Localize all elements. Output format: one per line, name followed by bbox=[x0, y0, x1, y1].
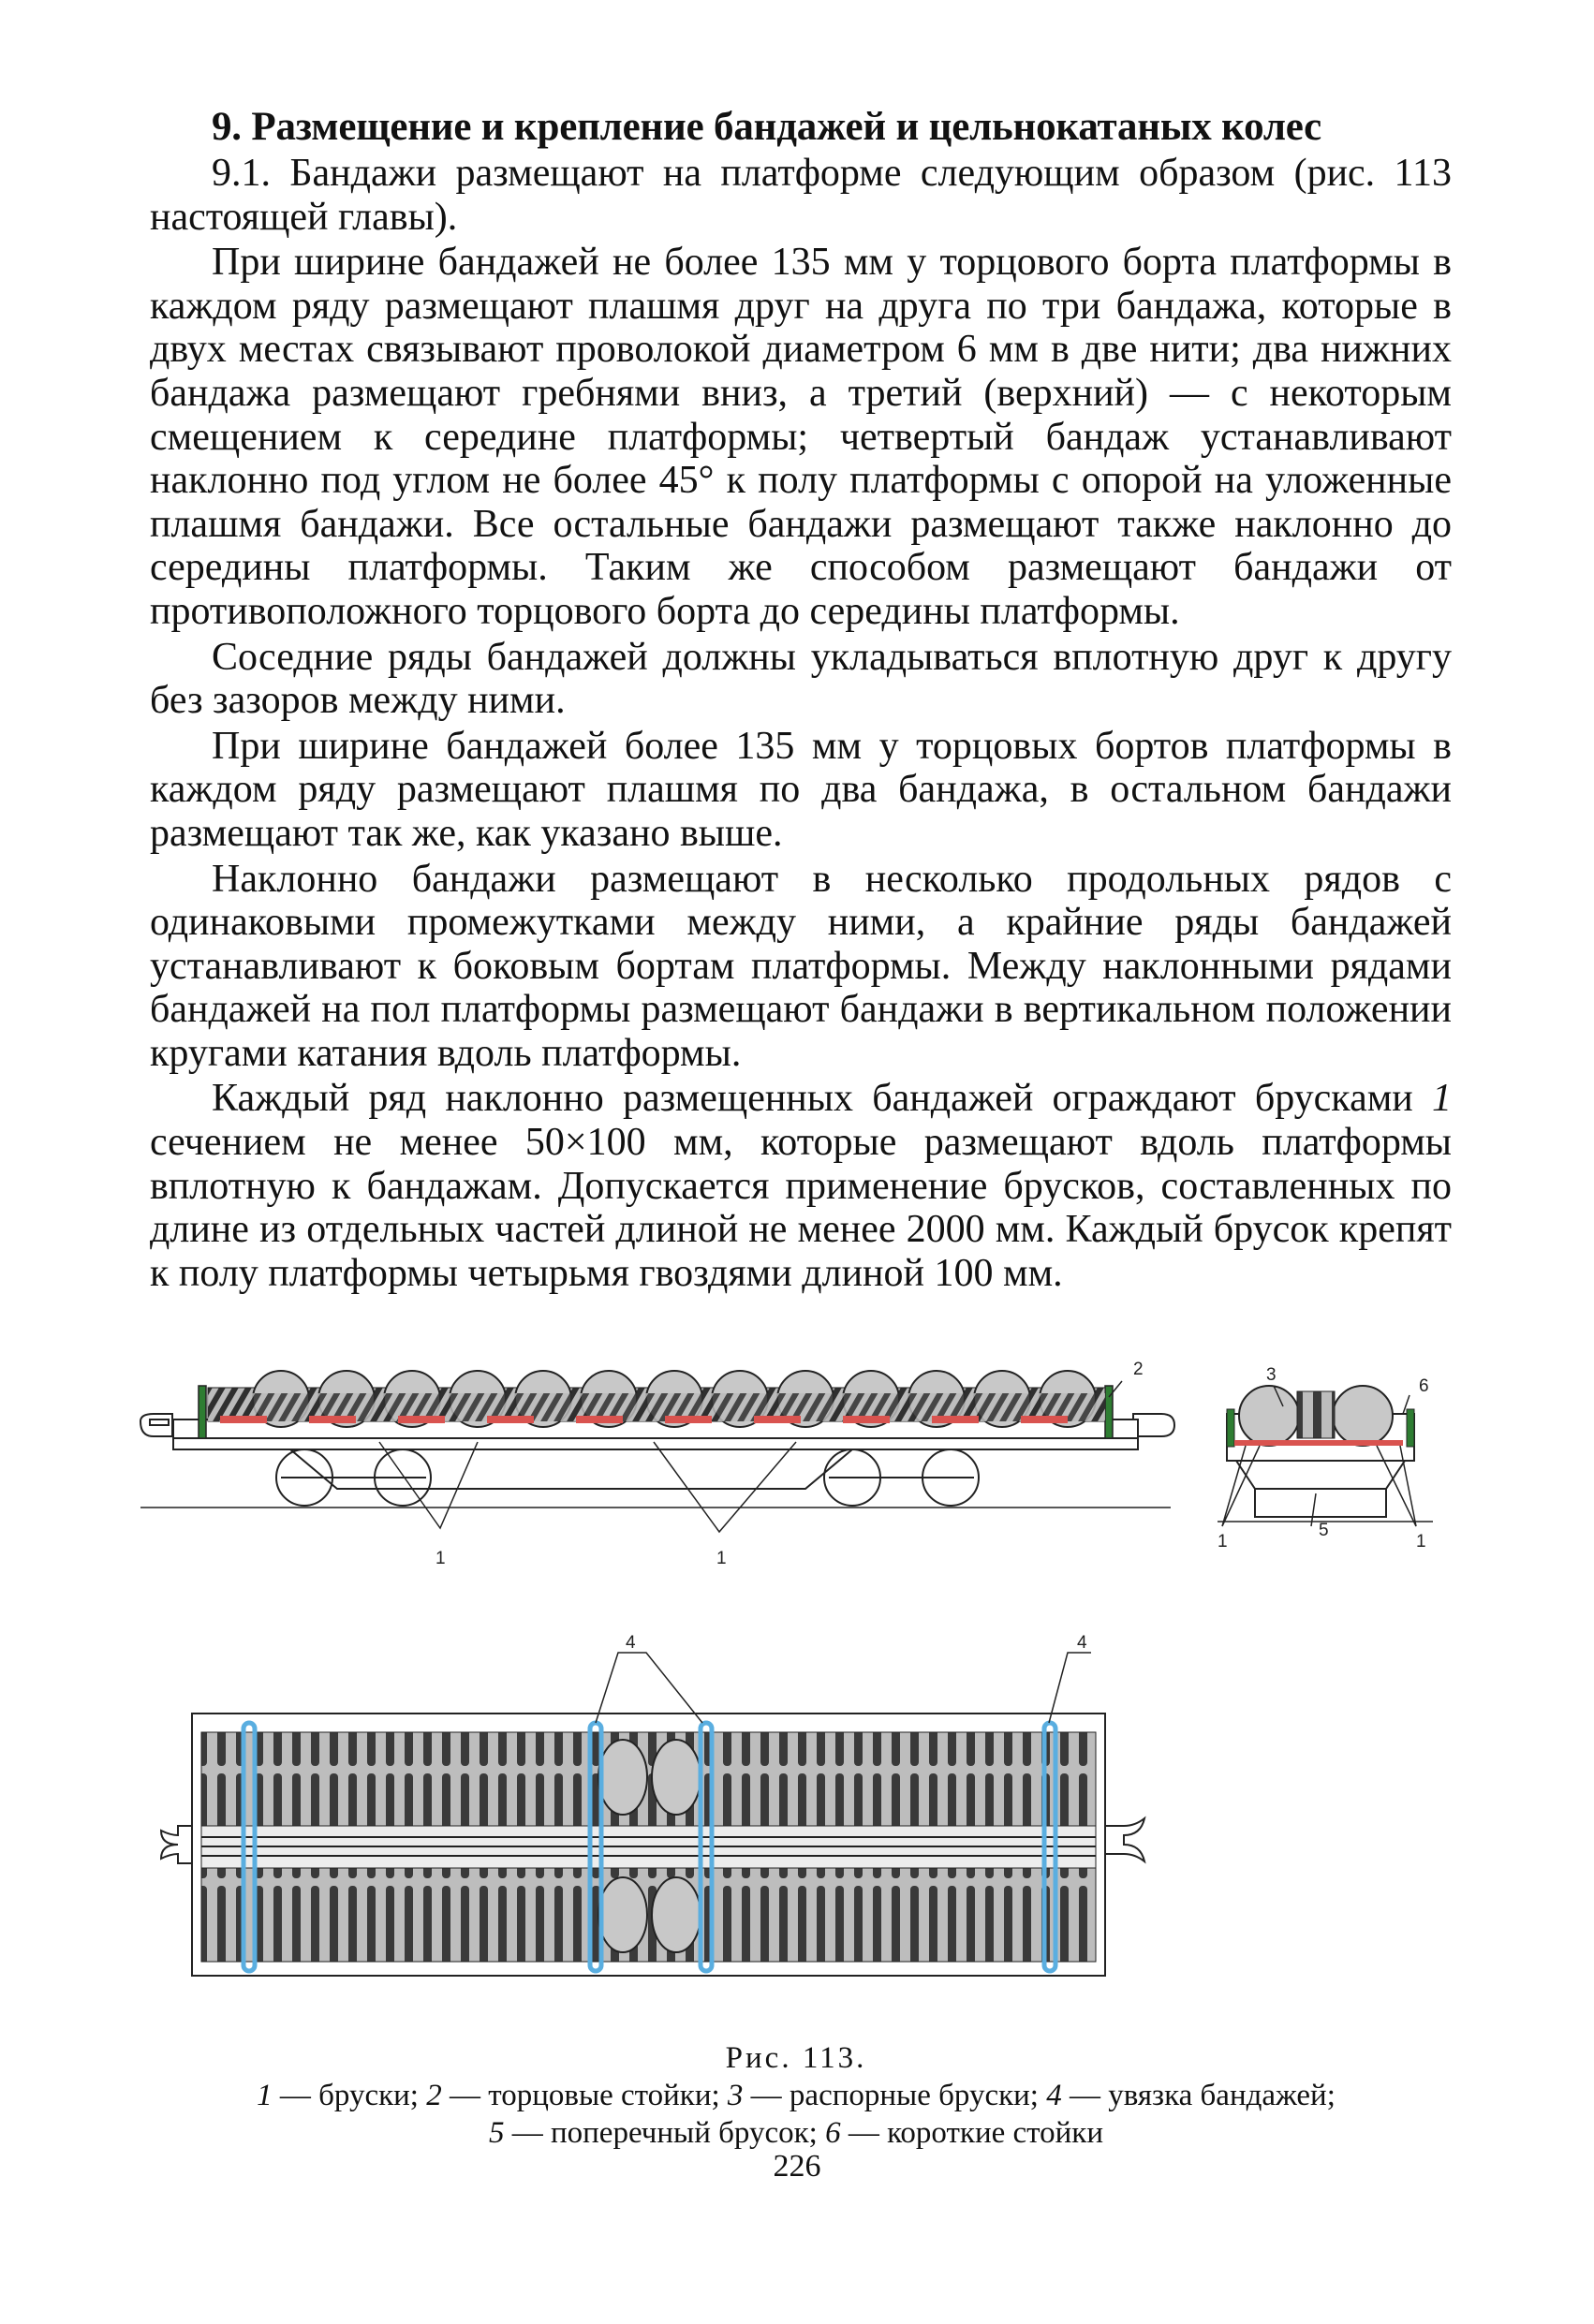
caption-num-1: 1 bbox=[257, 2079, 273, 2112]
top-view bbox=[161, 1633, 1144, 1976]
paragraph-4: При ширине бандажей более 135 мм у торцовых бортов платформы в каждом ряду размещают плашмя по два бандажа, в остальном бандажи размещают так же, как указано выше. bbox=[150, 724, 1452, 855]
end-label-1b: 1 bbox=[1416, 1532, 1426, 1552]
caption-text-2: — торцовые стойки; bbox=[441, 2079, 728, 2112]
paragraph-2: При ширине бандажей не более 135 мм у торцового борта платформы в каждом ряду размещают плашмя друг на друга по три бандажа, которые в двух местах связывают проволокой диаметром 6 мм в две нити; два нижних бандажа размещают гребнями вниз, а третий (верхний) — с некоторым смещением к середине платформы; четвертый бандаж устанавливают наклонно под углом не более 45° к полу платформы с опорой на уложенные плашмя бандажи. Все остальные бандажи размещают также наклонно до середины платформы. Таким же способом размещают бандажи от противоположного торцового борта до середины платформы. bbox=[150, 241, 1452, 633]
end-label-3: 3 bbox=[1266, 1365, 1277, 1385]
caption-num-5: 5 bbox=[488, 2116, 505, 2150]
end-label-6: 6 bbox=[1419, 1376, 1429, 1396]
paragraph-6-part2: сечением не менее 50×100 мм, которые размещают вдоль платформы вплотную к бандажам. Допускается применение брусков, составленных по длине из отдельных частей длиной не менее 2000 мм. Каждый брусок крепят к полу платформы четырьмя гвоздями длиной 100 мм. bbox=[150, 1121, 1452, 1295]
side-label-2: 2 bbox=[1133, 1360, 1144, 1379]
caption-text-1: — бруски; bbox=[272, 2079, 427, 2112]
end-label-1a: 1 bbox=[1218, 1532, 1228, 1552]
side-label-1a: 1 bbox=[435, 1549, 446, 1568]
end-label-5: 5 bbox=[1319, 1521, 1329, 1540]
paragraph-6-ref: 1 bbox=[1432, 1077, 1452, 1121]
caption-text-5: — поперечный брусок; bbox=[504, 2116, 826, 2150]
section-heading: 9. Размещение и крепление бандажей и цельнокатаных колес bbox=[212, 105, 1322, 149]
caption-text-6: — короткие стойки bbox=[840, 2116, 1103, 2150]
side-label-1b: 1 bbox=[716, 1549, 727, 1568]
caption-text-3: — распорные бруски; bbox=[743, 2079, 1047, 2112]
caption-line-2 bbox=[140, 2114, 1452, 2152]
caption-num-2: 2 bbox=[426, 2079, 442, 2112]
top-label-4b: 4 bbox=[1077, 1633, 1087, 1653]
paragraph-1: 9.1. Бандажи размещают на платформе следующим образом (рис. 113 настоящей главы). bbox=[150, 152, 1452, 239]
paragraph-6-part1: Каждый ряд наклонно размещенных бандажей ограждают брусками bbox=[212, 1077, 1432, 1121]
paragraph-6 bbox=[150, 1077, 1452, 1295]
figure-drawing bbox=[140, 1360, 1461, 2041]
page-number: 226 bbox=[773, 2149, 821, 2184]
figure-113 bbox=[140, 1360, 1461, 2041]
paragraph-3: Соседние ряды бандажей должны укладываться вплотную друг к другу без зазоров между ними. bbox=[150, 635, 1452, 723]
page-text bbox=[150, 105, 1452, 1295]
end-view bbox=[1218, 1365, 1433, 1552]
top-label-4a: 4 bbox=[626, 1633, 636, 1653]
side-view bbox=[140, 1360, 1174, 1568]
caption-text-4: — увязка бандажей; bbox=[1061, 2079, 1336, 2112]
paragraph-5: Наклонно бандажи размещают в несколько продольных рядов с одинаковыми промежутками между ними, а крайние ряды бандажей устанавливают к боковым бортам платформы. Между наклонными рядами бандажей на пол платформы размещают бандажи в вертикальном положении кругами катания вдоль платформы. bbox=[150, 857, 1452, 1075]
caption-num-3: 3 bbox=[727, 2079, 744, 2112]
caption-num-6: 6 bbox=[825, 2116, 841, 2150]
caption-num-4: 4 bbox=[1046, 2079, 1062, 2112]
figure-caption bbox=[140, 2039, 1452, 2152]
caption-title: Рис. 113. bbox=[725, 2041, 867, 2075]
caption-line-1 bbox=[140, 2077, 1452, 2114]
